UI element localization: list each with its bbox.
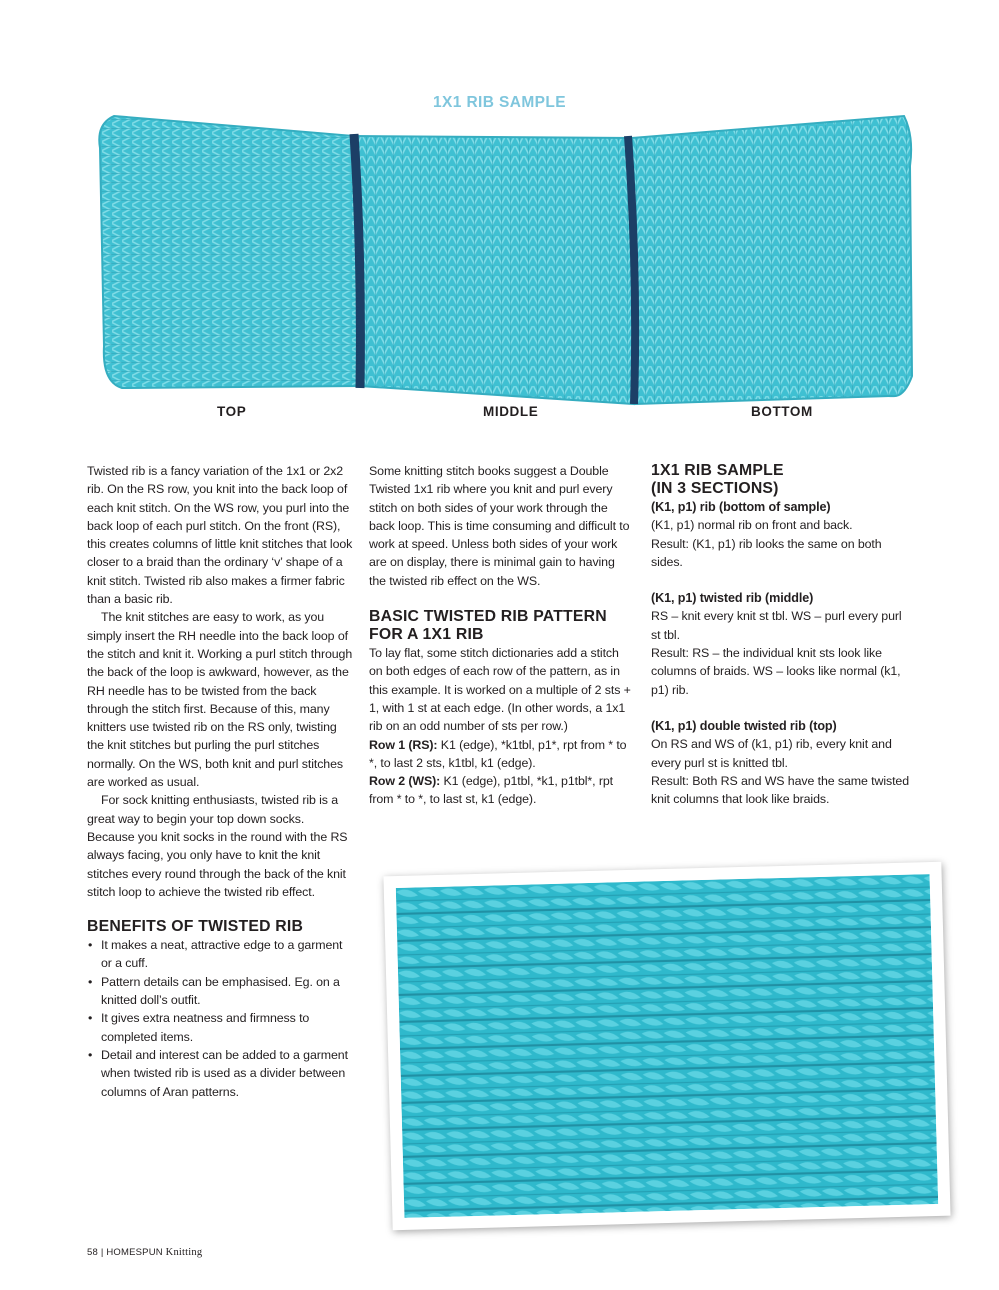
benefits-list	[87, 936, 355, 1101]
double-twisted-paragraph: Some knitting stitch books suggest a Double Twisted 1x1 rib where you knit and purl every stitch on both sides of your work through the back loop. This is time consuming and difficult to work at speed. Unless both sides of your work are on display, there is minimal gain to having the twisted rib effect on the WS.	[369, 464, 630, 588]
section-bottom-line: (K1, p1) normal rib on front and back.	[651, 518, 853, 533]
page-footer	[87, 1247, 202, 1258]
section-top-result: Result: Both RS and WS have the same twisted knit columns that look like braids.	[651, 773, 909, 807]
swatch-bottom-section	[632, 116, 912, 404]
page-number: 58	[87, 1247, 98, 1258]
benefit-item: • Pattern details can be emphasised. Eg. on a knitted doll’s outfit.	[87, 973, 355, 1010]
row-1-text: K1 (edge), *k1tbl, p1*, rpt from * to *, to last 2 sts, k1tbl, k1 (edge).	[369, 737, 627, 770]
column-middle	[369, 462, 631, 809]
twisted-rib-closeup-photo	[383, 862, 950, 1230]
section-middle-line: RS – knit every knit st tbl. WS – purl every purl st tbl.	[651, 609, 902, 642]
pattern-paragraph: To lay flat, some stitch dictionaries add a stitch on both edges of each row of the pattern, as in this example. It is worked on a multiple of 2 sts + 1, with 1 st at each edge. (In other words, a 1x1 rib on an odd number of sts per row.)	[369, 646, 631, 734]
magazine-name: Knitting	[165, 1247, 203, 1258]
sock-knitting-paragraph: For sock knitting enthusiasts, twisted rib is a great way to begin your top down socks. Because you knit socks in the round with the RS always facing, you only have to knit the knit stitches every round through the back of the knit stitch loop to achieve the twisted rib effect.	[87, 793, 348, 899]
benefit-item: • It makes a neat, attractive edge to a garment or a cuff.	[87, 936, 355, 973]
braid-texture-image	[396, 874, 938, 1218]
label-top: TOP	[217, 404, 247, 419]
label-bottom: BOTTOM	[751, 404, 813, 419]
row-1-label: Row 1 (RS):	[369, 737, 438, 752]
section-bottom-heading: (K1, p1) rib (bottom of sample)	[651, 500, 831, 514]
column-right	[651, 462, 913, 808]
intro-paragraph: Twisted rib is a fancy variation of the 1x1 or 2x2 rib. On the RS row, you knit into the back loop of each knit stitch. On the WS row, you purl into the back loop of each purl stitch. On the front (RS), this creates columns of little knit stitches that look closer to a braid than the ordinary ‘v’ shape of a knit stitch. Twisted rib also makes a firmer fabric than a basic rib.	[87, 464, 353, 607]
pattern-heading: BASIC TWISTED RIB PATTERN FOR A 1X1 RIB	[369, 608, 607, 644]
sample-title: 1X1 RIB SAMPLE	[432, 94, 567, 111]
section-top-line: On RS and WS of (k1, p1) rib, every knit and every purl st is knitted tbl.	[651, 737, 892, 770]
column-left	[87, 462, 355, 1101]
section-middle-heading: (K1, p1) twisted rib (middle)	[651, 591, 814, 606]
row-2-instruction	[369, 772, 631, 809]
knit-stitches-paragraph: The knit stitches are easy to work, as you simply insert the RH needle into the back loop of the stitch and knit it. Working a purl stitch through the back of the loop is awkward, however, as the RH needle has to be twisted from the back through the stitch first. Because of this, many knitters use twisted rib on the RS only, twisting the knit stitches but purling the purl stitches normally. On the WS, both knit and purl stitches are worked as usual.	[87, 610, 353, 790]
row-1-instruction	[369, 736, 631, 773]
swatch-middle-section	[354, 136, 634, 404]
section-bottom-result: Result: (K1, p1) rib looks the same on both sides.	[651, 536, 882, 569]
swatch-top-section	[99, 116, 360, 388]
benefit-item: • Detail and interest can be added to a garment when twisted rib is used as a divider between columns of Aran patterns.	[87, 1046, 355, 1101]
section-middle-result: Result: RS – the individual knit sts look like columns of braids. WS – looks like normal (k1, p1) rib.	[651, 646, 901, 697]
benefit-item: • It gives extra neatness and firmness to completed items.	[87, 1009, 355, 1046]
section-top-heading: (K1, p1) double twisted rib (top)	[651, 718, 837, 733]
row-2-label: Row 2 (WS):	[369, 774, 441, 789]
rib-swatch-photo	[92, 106, 914, 406]
label-middle: MIDDLE	[483, 404, 539, 419]
magazine-brand: HOMESPUN	[106, 1247, 163, 1258]
footer-separator: |	[100, 1247, 104, 1258]
row-2-text: K1 (edge), p1tbl, *k1, p1tbl*, rpt from * to *, to last st, k1 (edge).	[369, 774, 613, 807]
sample-sections-heading: 1X1 RIB SAMPLE (IN 3 SECTIONS)	[651, 462, 784, 497]
benefits-heading: BENEFITS OF TWISTED RIB	[87, 918, 304, 936]
